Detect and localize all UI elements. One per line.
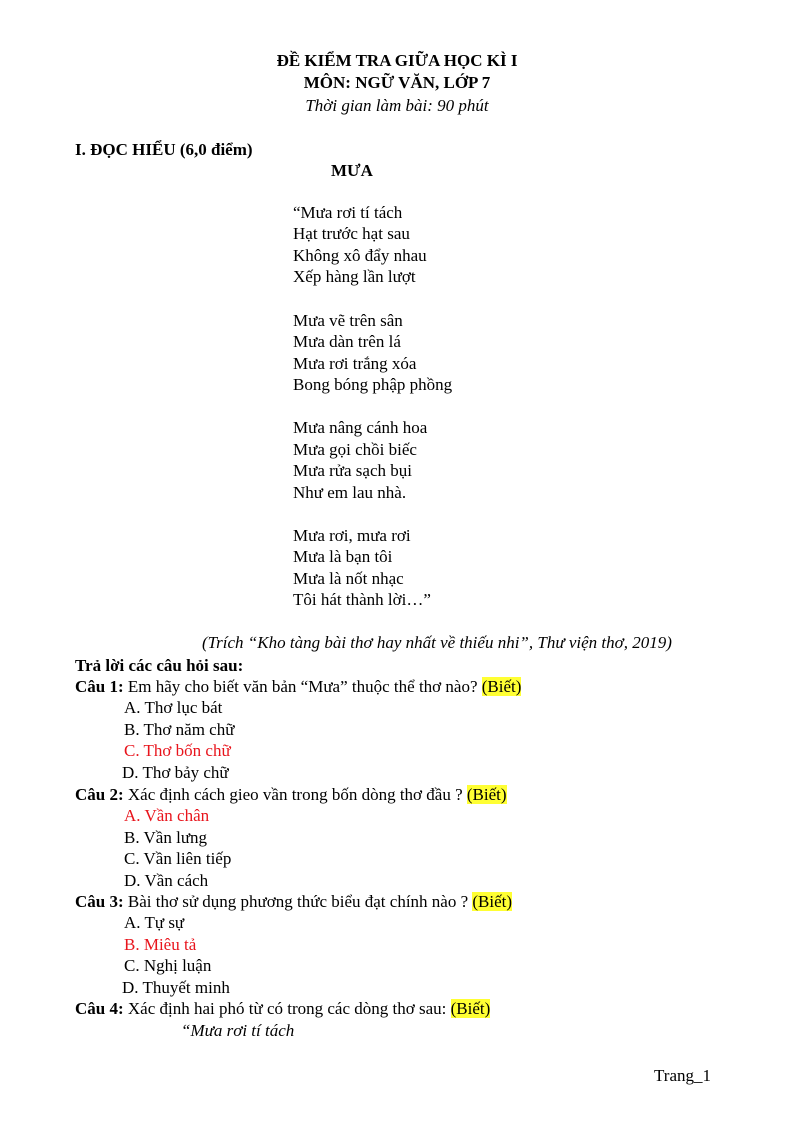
- option-correct: A. Vần chân: [124, 806, 210, 825]
- question-4: [75, 998, 490, 1019]
- exam-title: ĐỀ KIỂM TRA GIỮA HỌC KÌ I: [276, 51, 518, 70]
- poem-line: Mưa rửa sạch bụi: [293, 461, 412, 480]
- question-label: Câu 2:: [75, 785, 124, 804]
- poem-line: Mưa rơi, mưa rơi: [293, 526, 411, 545]
- option: A. Tự sự: [124, 913, 185, 932]
- option-correct: B. Miêu tả: [124, 935, 197, 954]
- question-label: Câu 3:: [75, 892, 124, 911]
- question-2: [75, 784, 507, 805]
- question-text: Bài thơ sử dụng phương thức biểu đạt chính nào ?: [123, 892, 473, 911]
- poem-line: Mưa gọi chồi biếc: [293, 440, 417, 459]
- option: B. Vần lưng: [124, 828, 208, 847]
- exam-subject: MÔN: NGỮ VĂN, LỚP 7: [303, 73, 491, 92]
- option: C. Vần liên tiếp: [124, 849, 232, 868]
- level-badge: (Biết): [450, 999, 491, 1018]
- poem-title: MƯA: [331, 161, 373, 180]
- poem-line: “Mưa rơi tí tách: [293, 203, 403, 222]
- poem-line: Như em lau nhà.: [293, 483, 407, 502]
- question-text: Xác định hai phó từ có trong các dòng thơ sau:: [123, 999, 451, 1018]
- question-1: [75, 676, 521, 697]
- poem-line: Xếp hàng lần lượt: [293, 267, 416, 286]
- option: D. Thơ bảy chữ: [122, 763, 229, 782]
- level-badge: (Biết): [466, 785, 507, 804]
- question-quote: “Mưa rơi tí tách: [181, 1021, 295, 1040]
- poem-line: Hạt trước hạt sau: [293, 224, 410, 243]
- poem-line: Mưa là bạn tôi: [293, 547, 393, 566]
- poem-line: Tôi hát thành lời…”: [293, 590, 431, 609]
- poem-line: Mưa dàn trên lá: [293, 332, 401, 351]
- question-text: Xác định cách gieo vần trong bốn dòng thơ đầu ?: [123, 785, 467, 804]
- section-heading: I. ĐỌC HIỂU (6,0 điểm): [75, 140, 253, 159]
- poem-source: (Trích “Kho tàng bài thơ hay nhất về thiếu nhi”, Thư viện thơ, 2019): [202, 633, 672, 652]
- instruction: Trả lời các câu hỏi sau:: [75, 656, 244, 675]
- exam-time: Thời gian làm bài: 90 phút: [305, 96, 489, 115]
- poem-line: Không xô đẩy nhau: [293, 246, 427, 265]
- question-3: [75, 891, 512, 912]
- poem-line: Bong bóng phập phồng: [293, 375, 453, 394]
- option: A. Thơ lục bát: [124, 698, 223, 717]
- question-text: Em hãy cho biết văn bản “Mưa” thuộc thể thơ nào?: [123, 677, 482, 696]
- poem-line: Mưa vẽ trên sân: [293, 311, 403, 330]
- poem-line: Mưa nâng cánh hoa: [293, 418, 428, 437]
- option: C. Nghị luận: [124, 956, 212, 975]
- option: D. Vần cách: [124, 871, 209, 890]
- question-label: Câu 1:: [75, 677, 124, 696]
- poem-line: Mưa là nốt nhạc: [293, 569, 404, 588]
- question-label: Câu 4:: [75, 999, 124, 1018]
- option-correct: C. Thơ bốn chữ: [124, 741, 231, 760]
- level-badge: (Biết): [472, 892, 513, 911]
- level-badge: (Biết): [481, 677, 522, 696]
- option: B. Thơ năm chữ: [124, 720, 235, 739]
- page-number: Trang_1: [654, 1066, 711, 1085]
- poem-line: Mưa rơi trắng xóa: [293, 354, 417, 373]
- option: D. Thuyết minh: [122, 978, 230, 997]
